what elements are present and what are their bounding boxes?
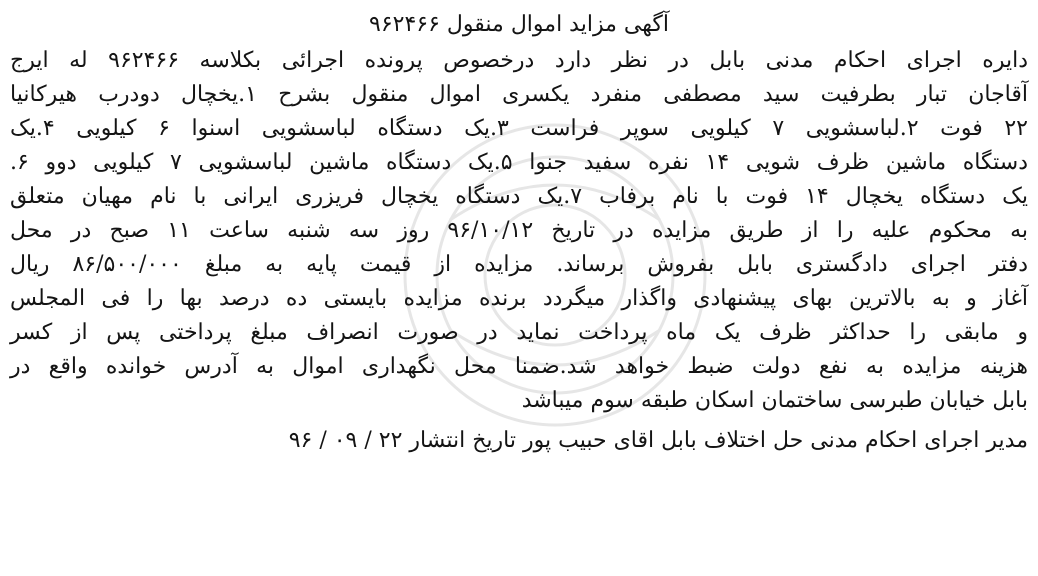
notice-signature: مدیر اجرای احکام مدنی حل اختلاف بابل اقای حبیب پور تاریخ انتشار ۲۲ / ۰۹ / ۹۶ (288, 428, 1028, 453)
notice-line-6: به محکوم علیه را از طریق مزایده در تاریخ ۹۶/۱۰/۱۲ روز سه شنبه ساعت ۱۱ صبح در محل (10, 218, 1028, 243)
notice-line-11: بابل خیابان طبرسی ساختمان اسکان طبقه سوم میباشد (521, 388, 1028, 413)
notice-line-2: آقاجان تبار بطرفیت سید مصطفی منفرد یکسری اموال منقول بشرح ۱.یخچال دودرب هیرکانیا (10, 82, 1028, 107)
notice-line-3: ۲۲ فوت ۲.لباسشویی ۷ کیلویی سوپر فراست ۳.یک دستگاه لباسشویی اسنوا ۶ کیلویی ۴.یک (10, 116, 1028, 141)
notice-line-10: هزینه مزایده به نفع دولت ضبط خواهد شد.ضمنا محل نگهداری اموال به آدرس خوانده واقع در (10, 354, 1029, 379)
notice-line-1: دایره اجرای احکام مدنی بابل در نظر دارد درخصوص پرونده اجرائی بکلاسه ۹۶۲۴۶۶ له ایرج (10, 48, 1029, 73)
notice-line-8: آغاز و به بالاترین بهای پیشنهادی واگذار میگردد برنده مزایده بایستی ده درصد بها را فی المجلس (10, 286, 1028, 311)
notice-title: آگهی مزاید اموال منقول ۹۶۲۴۶۶ (369, 12, 669, 37)
notice-line-5: یک دستگاه یخچال ۱۴ فوت با نام برفاب ۷.یک دستگاه یخچال فریزری ایرانی با نام مهیان متعلق (10, 184, 1028, 209)
legal-notice (10, 0, 1028, 576)
notice-line-7: دفتر اجرای دادگستری بابل بفروش برساند. مزایده از قیمت پایه به مبلغ ۸۶/۵۰۰/۰۰۰ ریال (10, 252, 1029, 277)
notice-line-9: و مابقی را حداکثر ظرف یک ماه پرداخت نماید در صورت انصراف مبلغ پرداختی پس از کسر (10, 320, 1028, 345)
notice-line-4: دستگاه ماشین ظرف شویی ۱۴ نفره سفید جنوا ۵.یک دستگاه ماشین لباسشویی ۷ کیلویی دوو ۶. (10, 150, 1029, 175)
